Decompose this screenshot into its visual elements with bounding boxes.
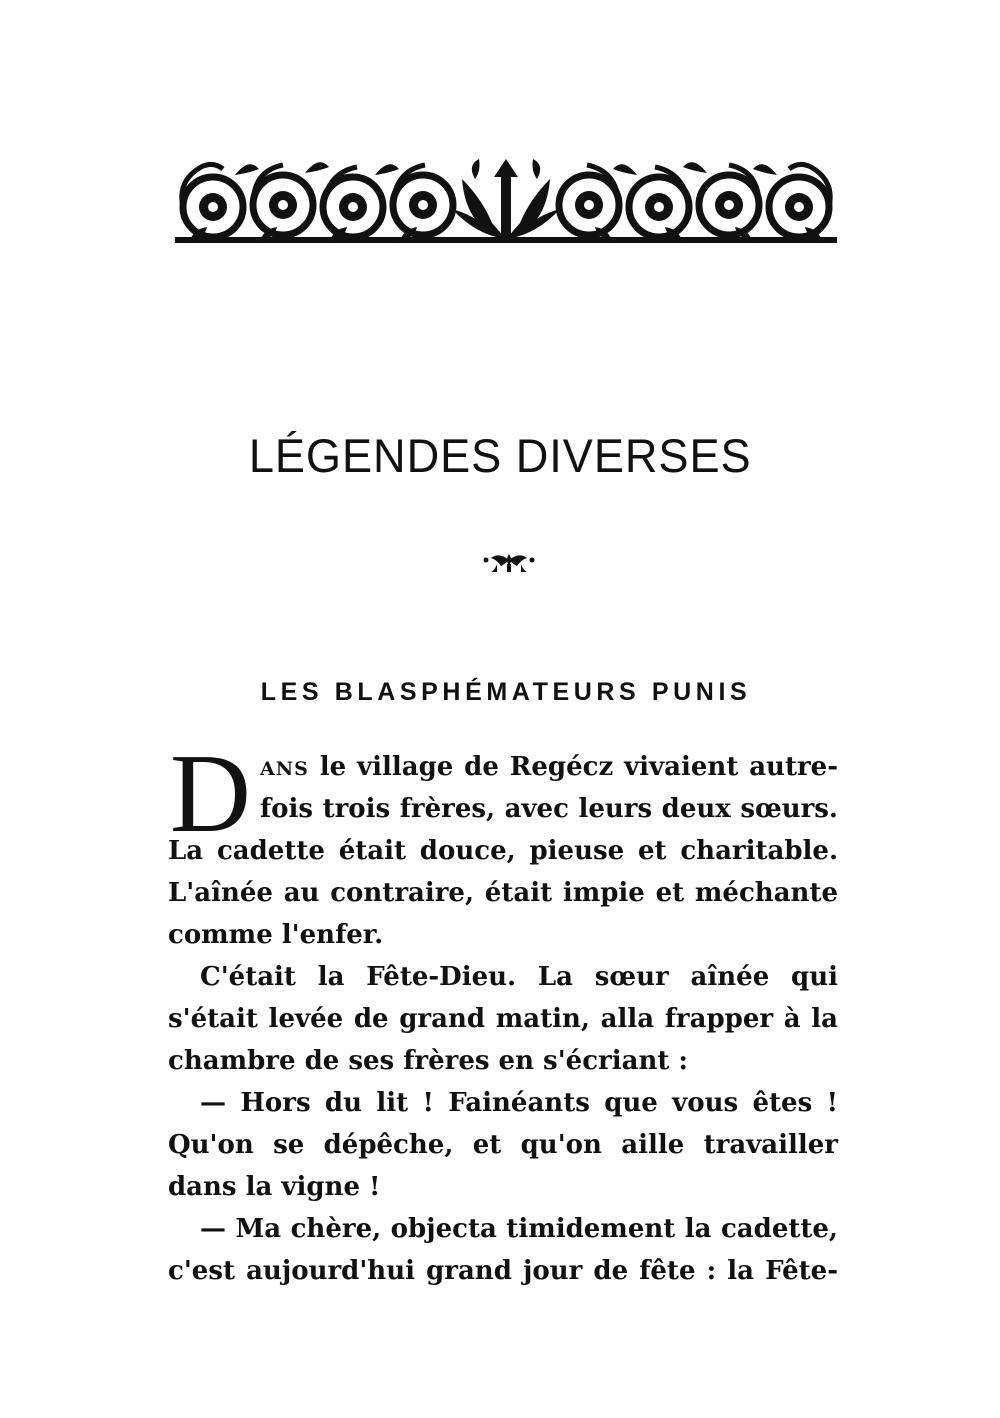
- body-text: [168, 746, 838, 1292]
- text-line: chambre de ses frères en s'écriant :: [168, 1046, 689, 1076]
- text-line: — Ma chère, objecta timidement la cadette,: [200, 1214, 838, 1244]
- book-title: LÉGENDES DIVERSES: [248, 429, 752, 482]
- text-line: La cadette était douce, pieuse et charitable.: [168, 836, 838, 866]
- first-word-smallcaps: ANS: [260, 758, 309, 780]
- text-line: — Hors du lit ! Fainéants que vous êtes !: [200, 1088, 838, 1118]
- text-line: s'était levée de grand matin, alla frapper à la: [168, 1004, 838, 1034]
- fleuron-ornament-icon: [483, 550, 535, 574]
- floral-headband-ornament-icon: [175, 155, 837, 253]
- text-line: c'est aujourd'hui grand jour de fête : la Fête-: [168, 1256, 838, 1286]
- drop-cap: D: [170, 732, 251, 856]
- text-line: comme l'enfer.: [168, 920, 384, 950]
- text-line: dans la vigne !: [168, 1172, 381, 1202]
- text-line: C'était la Fête-Dieu. La sœur aînée qui: [200, 962, 838, 992]
- text-line: ANS le village de Regécz vivaient autre-: [260, 752, 838, 782]
- text-line: fois trois frères, avec leurs deux sœurs.: [260, 794, 838, 824]
- text-line: L'aînée au contraire, était impie et méchante: [168, 878, 838, 908]
- text-line: Qu'on se dépêche, et qu'on aille travailler: [168, 1130, 838, 1160]
- chapter-title: LES BLASPHÉMATEURS PUNIS: [260, 678, 752, 706]
